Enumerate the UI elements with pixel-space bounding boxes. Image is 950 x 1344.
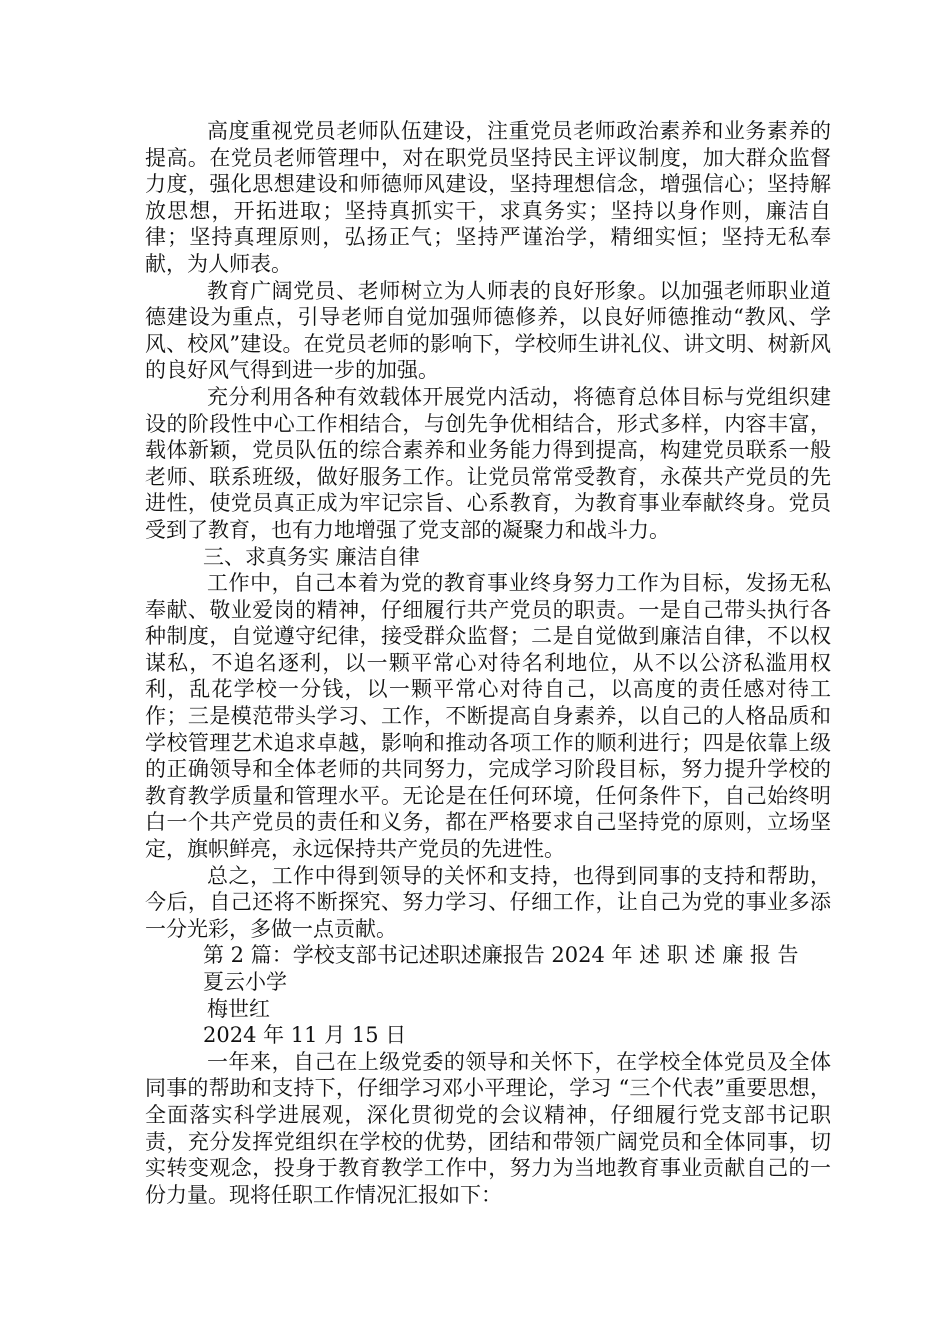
paragraph-party-activities: 充分利用各种有效载体开展党内活动，将德育总体目标与党组织建设的阶段性中心工作相结合，与创先争优相结合，形式多样，内容丰富，载体新颖，党员队伍的综合素养和业务能力得到提高，构建党员联系一般老师、联系班级，做好服务工作。让党员常常受教育，永葆共产党员的先进性，使党员真正成为牢记宗旨、心系教育，为教育事业奉献终身。党员受到了教育，也有力地增强了党支部的凝聚力和战斗力。	[145, 384, 831, 542]
school-name: 夏云小学	[203, 970, 287, 994]
article-two-title: 第 2 篇：学校支部书记述职述廉报告 2024 年 述 职 述 廉 报 告	[203, 943, 799, 968]
paragraph-conclusion: 总之，工作中得到领导的关怀和支持，也得到同事的支持和帮助，今后，自己还将不断探究、努力学习、仔细工作，让自己为党的事业多添一分光彩，多做一点贡献。	[145, 863, 831, 941]
paragraph-teacher-ethics: 教育广阔党员、老师树立为人师表的良好形象。以加强老师职业道德建设为重点，引导老师自觉加强师德修养，以良好师德推动“教风、学风、校风”建设。在党员老师的影响下，学校师生讲礼仪、讲文明、树新风的良好风气得到进一步的加强。	[145, 278, 831, 383]
document-page	[145, 118, 831, 1208]
section-heading-three: 三、求真务实 廉洁自律	[203, 544, 420, 569]
report-date: 2024 年 11 月 15 日	[203, 1023, 407, 1048]
paragraph-teacher-team: 高度重视党员老师队伍建设，注重党员老师政治素养和业务素养的提高。在党员老师管理中，对在职党员坚持民主评议制度，加大群众监督力度，强化思想建设和师德师风建设，坚持理想信念，增强信心；坚持解放思想，开拓进取；坚持真抓实干，求真务实；坚持以身作则，廉洁自律；坚持真理原则，弘扬正气；坚持严谨治学，精细实恒；坚持无私奉献，为人师表。	[145, 119, 831, 276]
paragraph-integrity: 工作中，自己本着为党的教育事业终身努力工作为目标，发扬无私奉献、敬业爱岗的精神，仔细履行共产党员的职责。一是自己带头执行各种制度，自觉遵守纪律，接受群众监督；二是自觉做到廉洁自律，不以权谋私，不追名逐利，以一颗平常心对待名利地位，从不以公济私滥用权利，乱花学校一分钱，以一颗平常心对待自己，以高度的责任感对待工作；三是模范带头学习、工作，不断提高自身素养，以自己的人格品质和学校管理艺术追求卓越，影响和推动各项工作的顺利进行；四是依靠上级的正确领导和全体老师的共同努力，完成学习阶段目标，努力提升学校的教育教学质量和管理水平。无论是在任何环境，任何条件下，自己始终明白一个共产党员的责任和义务，都在严格要求自己坚持党的原则，立场坚定，旗帜鲜亮，永远保持共产党员的先进性。	[145, 571, 831, 862]
author-name: 梅世红	[207, 996, 270, 1021]
paragraph-annual-intro: 一年来，自己在上级党委的领导和关怀下，在学校全体党员及全体同事的帮助和支持下，仔细学习邓小平理论，学习 “三个代表”重要思想，全面落实科学进展观，深化贯彻党的会议精神，仔细履行党支部书记职责，充分发挥党组织在学校的优势，团结和带领广阔党员和全体同事，切实转变观念，投身于教育教学工作中，努力为当地教育事业贡献自己的一份力量。现将任职工作情况汇报如下：	[145, 1049, 831, 1207]
